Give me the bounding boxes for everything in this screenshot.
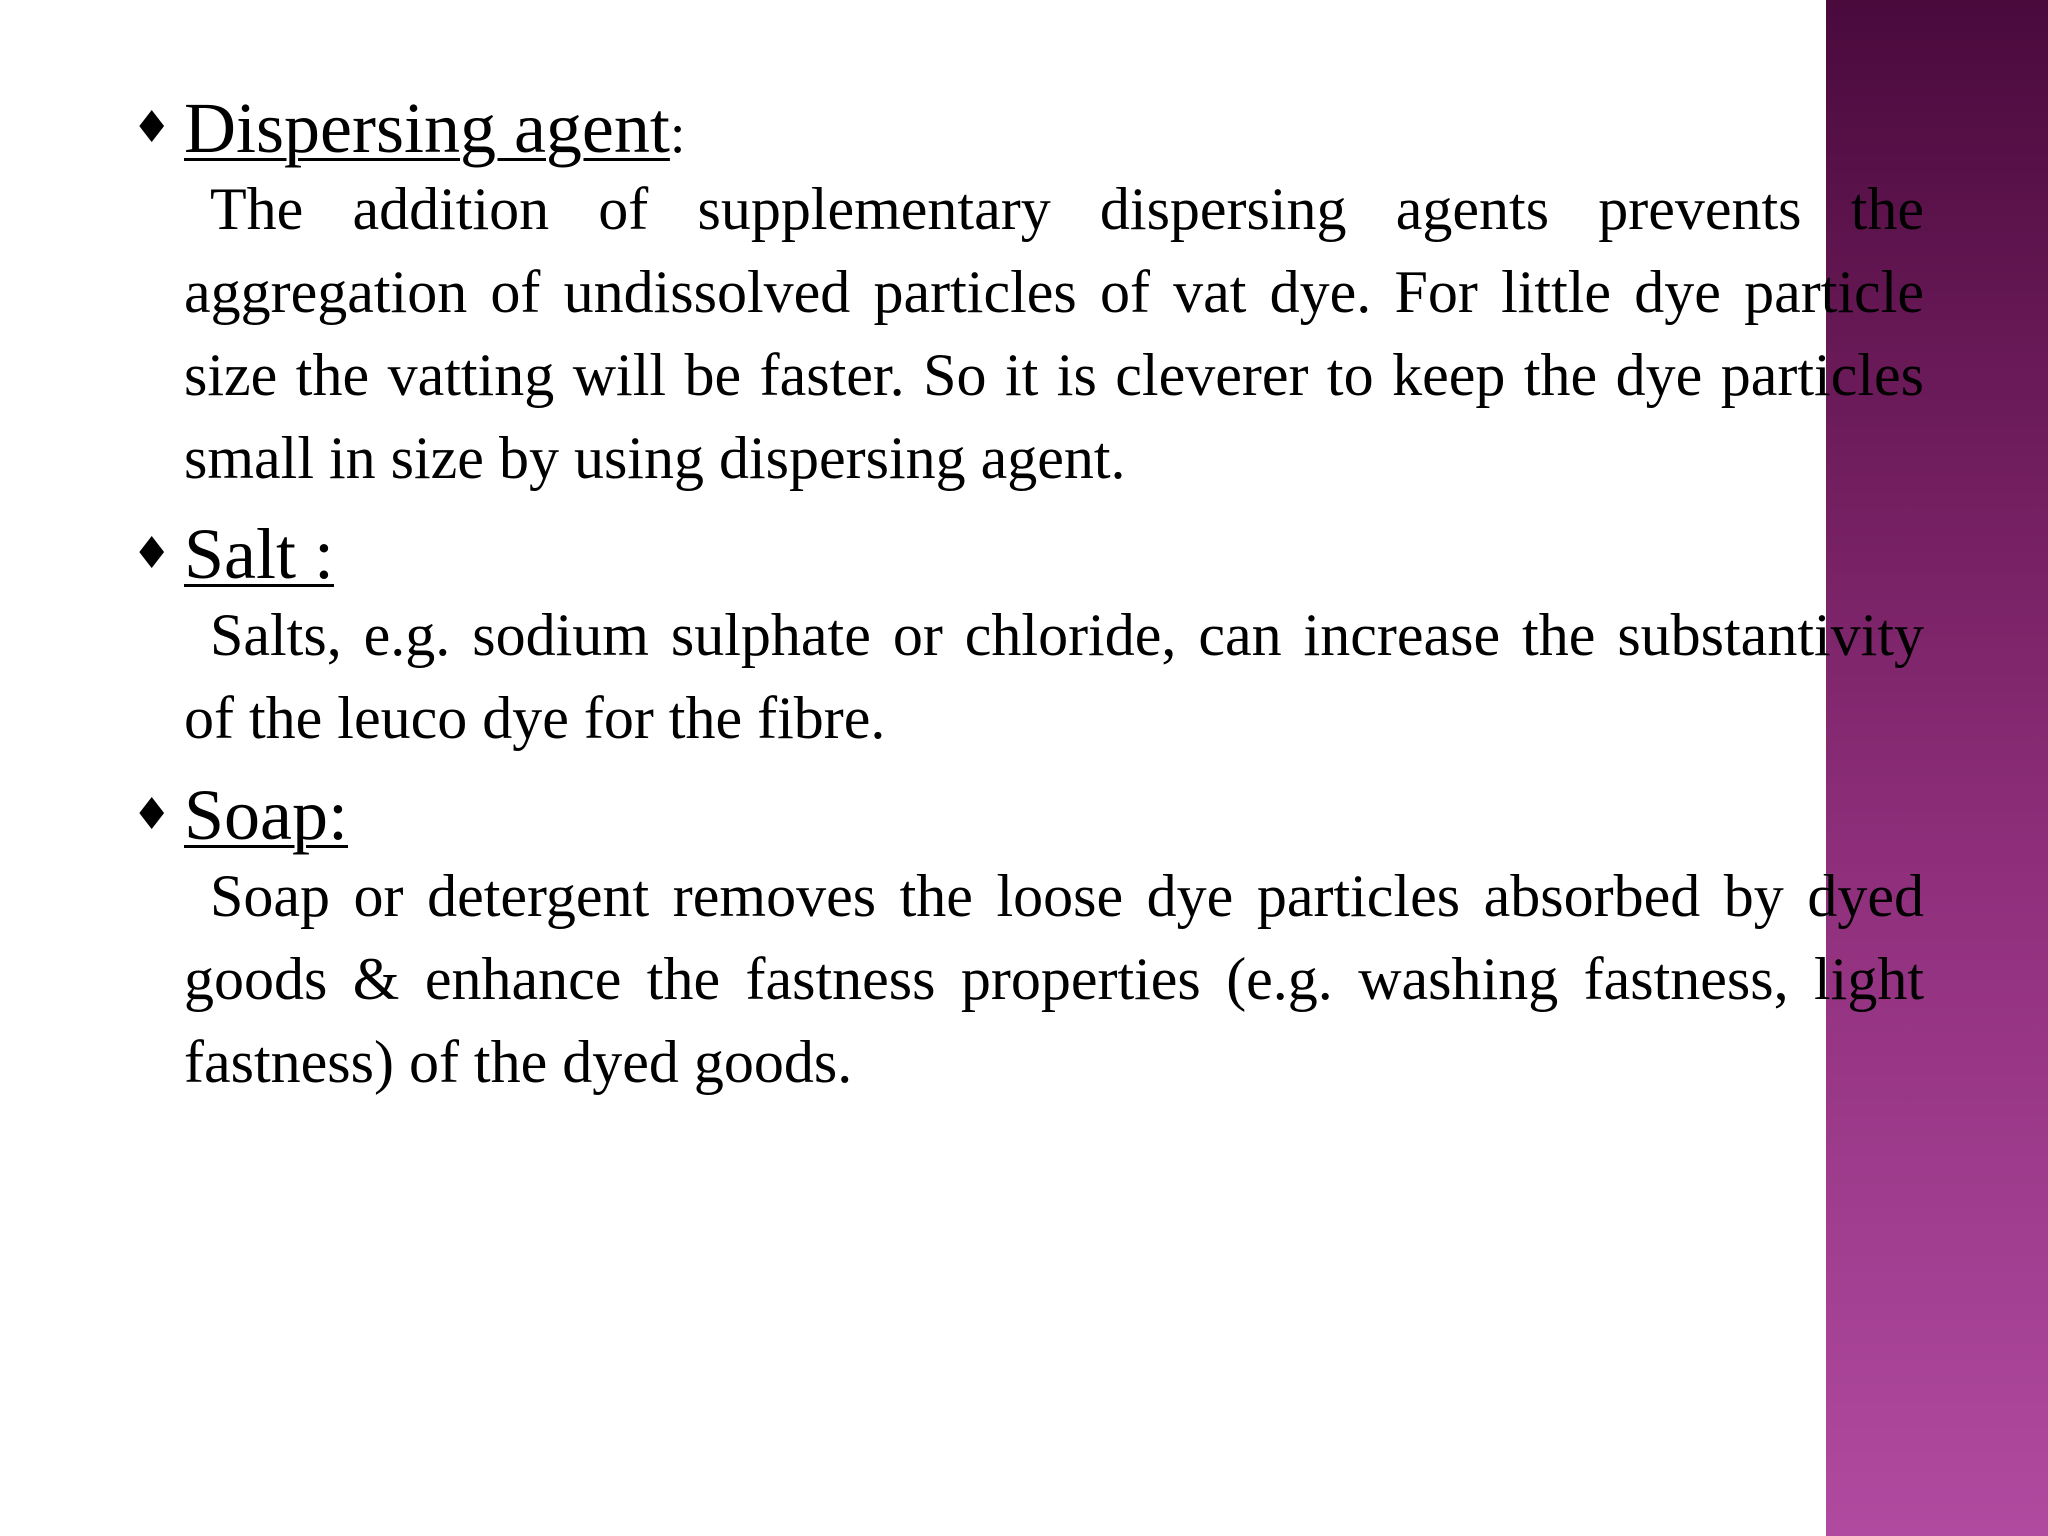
- diamond-bullet-icon: ♦: [132, 528, 172, 579]
- heading-suffix: :: [669, 103, 686, 165]
- heading-text: [184, 514, 334, 600]
- section-dispersing-agent: [132, 88, 1924, 500]
- section-body: Soap or detergent removes the loose dye particles absorbed by dyed goods & enhance the fastness properties (e.g. washing fastness, light fastness) of the dyed goods.: [184, 863, 1924, 1095]
- section-heading: [132, 775, 1924, 855]
- section-soap: [132, 775, 1924, 1104]
- heading-label: Soap:: [184, 775, 349, 855]
- section-salt: [132, 514, 1924, 760]
- heading-text: [184, 88, 685, 174]
- heading-label: Salt :: [184, 514, 335, 594]
- diamond-bullet-icon: ♦: [132, 789, 172, 840]
- section-body: The addition of supplementary dispersing agents prevents the aggregation of undissolved particles of vat dye. For little dye particle size the vatting will be faster. So it is cleverer to keep the dye particles small in size by using dispersing agent.: [184, 176, 1924, 491]
- section-heading: [132, 514, 1924, 594]
- section-body: Salts, e.g. sodium sulphate or chloride, can increase the substantivity of the leuco dye for the fibre.: [184, 602, 1924, 751]
- section-heading: [132, 88, 1924, 168]
- heading-label: Dispersing agent: [184, 88, 670, 168]
- diamond-bullet-icon: ♦: [132, 102, 172, 153]
- heading-text: [184, 775, 348, 861]
